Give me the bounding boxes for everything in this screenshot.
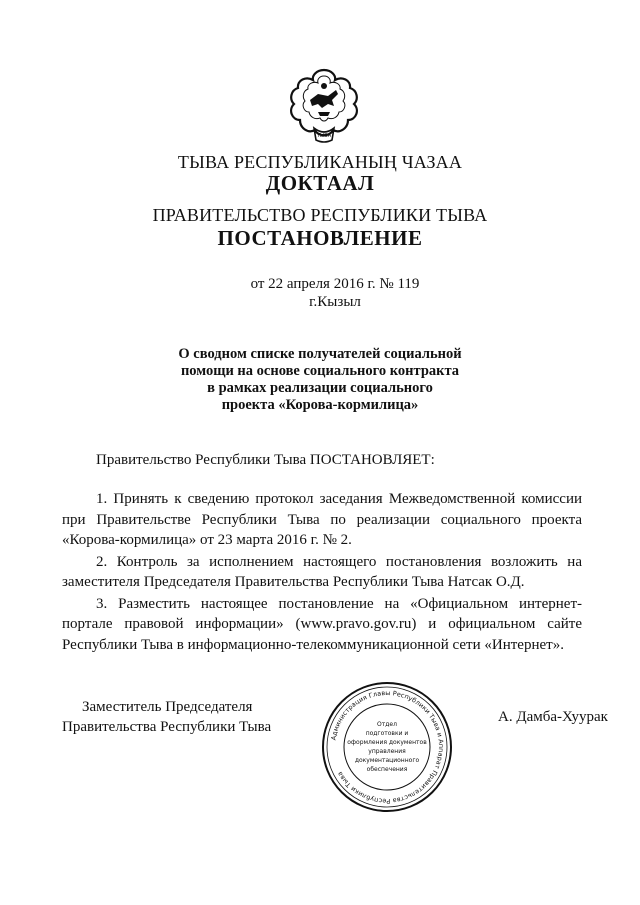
title-line: помощи на основе социального контракта (180, 363, 460, 379)
title-line: О сводном списке получателей социальной (178, 346, 462, 362)
stamp-center-line: Отдел (377, 721, 397, 728)
stamp-center-line: обеспечения (366, 766, 408, 773)
header-tuvan-government: ТЫВА РЕСПУБЛИКАНЫҢ ЧАЗАА (177, 152, 463, 172)
stamp-center-line: документационного (354, 757, 420, 764)
resolution-item: 3. Разместить настоящее постановление на «Официальном интернет-портале правовой информации» (www.pravo.gov.ru) и официальном сайте Республики Тыва в информационно-телекоммуникационной сети «Интернет». (62, 595, 582, 653)
stamp-center-line: подготовки и (365, 730, 409, 737)
signatory-position-line: Правительства Республики Тыва (62, 719, 272, 735)
official-stamp (320, 680, 454, 814)
svg-text:Администрация Главы Республики (329, 689, 445, 805)
stamp-center-line: оформления документов (347, 739, 427, 746)
document-title (0, 346, 640, 414)
document-date-number: от 22 апреля 2016 г. № 119 (250, 276, 420, 292)
signatory-position (62, 697, 271, 737)
resolution-body (62, 489, 582, 655)
header-government: ПРАВИТЕЛЬСТВО РЕСПУБЛИКИ ТЫВА (152, 205, 488, 225)
signatory-name: А. Дамба-Хуурак (498, 709, 608, 725)
resolution-item: 1. Принять к сведению протокол заседания Межведомственной комиссии при Правительстве Республики Тыва по реализации социального проекта «Корова-кормилица» от 23 марта 2016 г. № 2. (62, 491, 582, 548)
header-doctype: ПОСТАНОВЛЕНИЕ (217, 226, 423, 250)
stamp-ring-text: Администрация Главы Республики Тыва и Аппарат Правительства Республики Тыва (329, 688, 446, 806)
emblem-caption: ТЫВА (316, 133, 332, 139)
resolution-item: 2. Контроль за исполнением настоящего постановления возложить на заместителя Председателя Правительства Республики Тыва Натсак О.Д. (62, 553, 582, 590)
signatory-position-line: Заместитель Председателя (82, 699, 253, 715)
document-city: г.Кызыл (309, 294, 361, 310)
title-line: в рамках реализации социального (207, 380, 433, 396)
title-line: проекта «Корова-кормилица» (221, 397, 419, 413)
resolution-intro: Правительство Республики Тыва ПОСТАНОВЛЯЕТ: (96, 452, 435, 468)
coat-of-arms-emblem (288, 66, 360, 146)
header-tuvan-doctype: ДОКТААЛ (265, 171, 375, 195)
stamp-center-line: управления (368, 748, 406, 755)
